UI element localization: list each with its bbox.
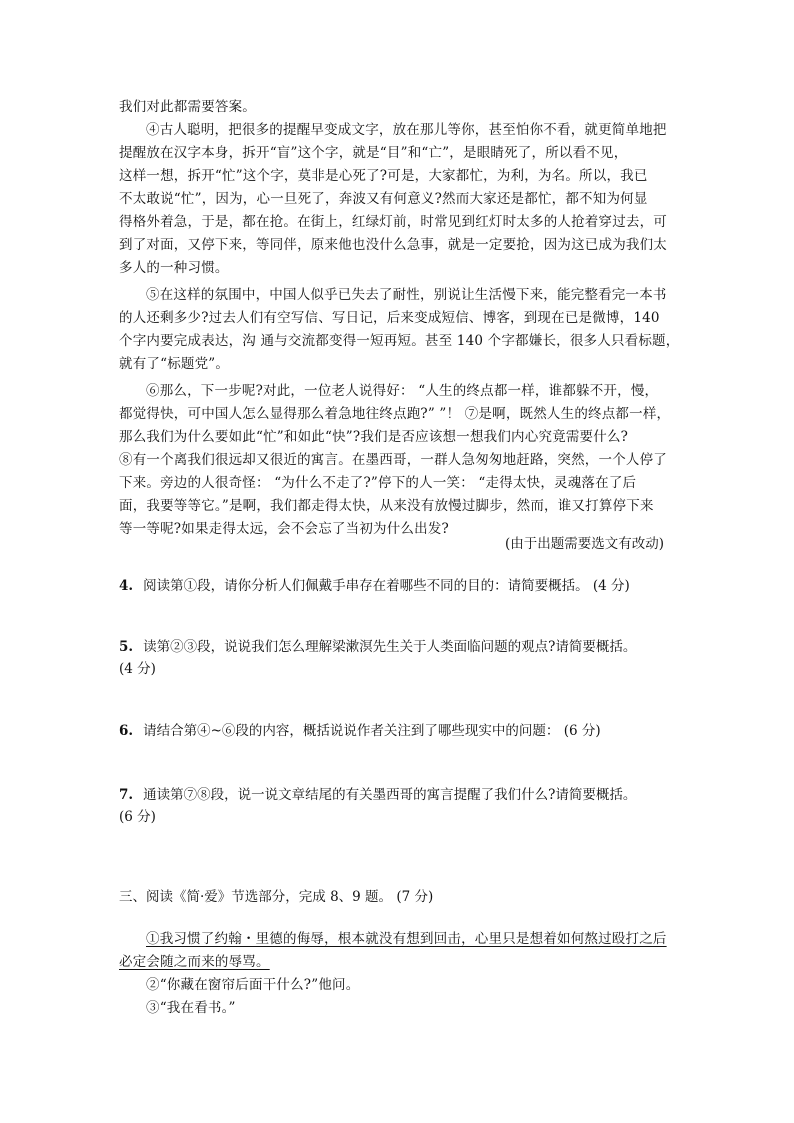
text-line: 的人还剩多少?过去人们有空写信、写日记，后来变成短信、博客，到现在已是微博，140: [119, 310, 660, 326]
jane-eyre-excerpt: [119, 928, 679, 1020]
question-number: 7.: [119, 787, 134, 803]
text-line: ④古人聪明，把很多的提醒早变成文字，放在那儿等你，甚至怕你不看，就更简单地把: [146, 122, 667, 138]
question-text: 读第②③段，说说我们怎么理解梁漱溟先生关于人类面临问题的观点?请简要概括。: [143, 639, 637, 655]
question-text: 阅读第①段，请你分析人们佩戴手串存在着哪些不同的目的：请简要概括。 (4 分): [143, 578, 630, 594]
section-3-heading: 三、阅读《简·爱》节选部分，完成 8、9 题。 (7 分): [119, 889, 434, 905]
question-5: [119, 636, 679, 680]
text-line: 到了对面，又停下来，等同伴，原来他也没什么急事，就是一定要抢，因为这已成为我们太: [119, 237, 667, 253]
text-line: ⑤在这样的氛围中，中国人似乎已失去了耐性，别说让生活慢下来，能完整看完一本书: [146, 287, 667, 303]
text-line: 都觉得快，可中国人怎么显得那么着急地往终点跑?” ”！ ⑦是啊，既然人生的终点都一样，: [119, 406, 671, 422]
text-line: 不太敢说“忙”，因为，心一旦死了，奔波又有何意义?然而大家还是都忙，都不知为何显: [119, 191, 648, 207]
text-line: 下来。旁边的人很奇怪： “为什么不走了?”停下的人一笑： “走得太快，灵魂落在了后: [119, 475, 637, 491]
text-line: ③“我在看书。”: [146, 1000, 236, 1016]
text-line: ⑥那么，下一步呢?对此，一位老人说得好： “人生的终点都一样，谁都躲不开，慢，: [146, 383, 659, 399]
text-line: 我们对此都需要答案。: [119, 99, 256, 115]
text-line: 提醒放在汉字本身，拆开“盲”这个字，就是“目”和“亡”，是眼睛死了，所以看不见，: [119, 145, 628, 161]
text-line: 个字内要完成表达，沟 通与交流都变得一短再短。甚至 140 个字都嫌长，很多人只看标题，: [119, 333, 680, 349]
question-text: 通读第⑦⑧段，说一说文章结尾的有关墨西哥的寓言提醒了我们什么?请简要概括。: [143, 787, 637, 803]
question-7: [119, 784, 679, 828]
question-text: 请结合第④~⑥段的内容，概括说说作者关注到了哪些现实中的问题： (6 分): [143, 723, 601, 739]
text-line: 这样一想，拆开“忙”这个字，莫非是心死了?可是，大家都忙，为利，为名。所以，我已: [119, 168, 648, 184]
passage-paragraph-3-end: [119, 96, 679, 119]
underlined-text-line: ①我习惯了约翰・里德的侮辱，根本就没有想到回击，心里只是想着如何熬过殴打之后: [146, 931, 667, 947]
question-number: 5.: [119, 639, 134, 655]
question-score: (6 分): [119, 809, 156, 825]
text-line: ②“你藏在窗帘后面干什么?”他问。: [146, 977, 360, 993]
text-line: ⑧有一个离我们很远却又很近的寓言。在墨西哥，一群人急匆匆地赶路，突然，一个人停了: [119, 452, 667, 468]
question-4: [119, 575, 679, 597]
source-note: (由于出题需要选文有改动): [505, 536, 665, 552]
passage-paragraph-4: [119, 119, 679, 280]
text-line: 就有了“标题党”。: [119, 356, 230, 372]
question-number: 6.: [119, 723, 134, 739]
text-line: 那么我们为什么要如此“忙”和如此“快”?我们是否应该想一想我们内心究竟需要什么?: [119, 429, 629, 445]
question-score: (4 分): [119, 661, 156, 677]
text-line: 等一等呢?如果走得太远，会不会忘了当初为什么出发?: [119, 521, 449, 537]
text-line: 多人的一种习惯。: [119, 260, 229, 276]
passage-paragraph-6: [119, 380, 679, 541]
question-number: 4.: [119, 578, 134, 594]
underlined-text-line: 必定会随之而来的辱骂。: [119, 954, 270, 970]
text-line: 得格外着急，于是，都在抢。在街上，红绿灯前，时常见到红灯时太多的人抢着穿过去，可: [119, 214, 667, 230]
question-6: [119, 720, 679, 742]
passage-paragraph-5: [119, 284, 679, 376]
text-line: 面，我要等等它。”是啊，我们都走得太快，从来没有放慢过脚步，然而，谁又打算停下来: [119, 498, 654, 514]
